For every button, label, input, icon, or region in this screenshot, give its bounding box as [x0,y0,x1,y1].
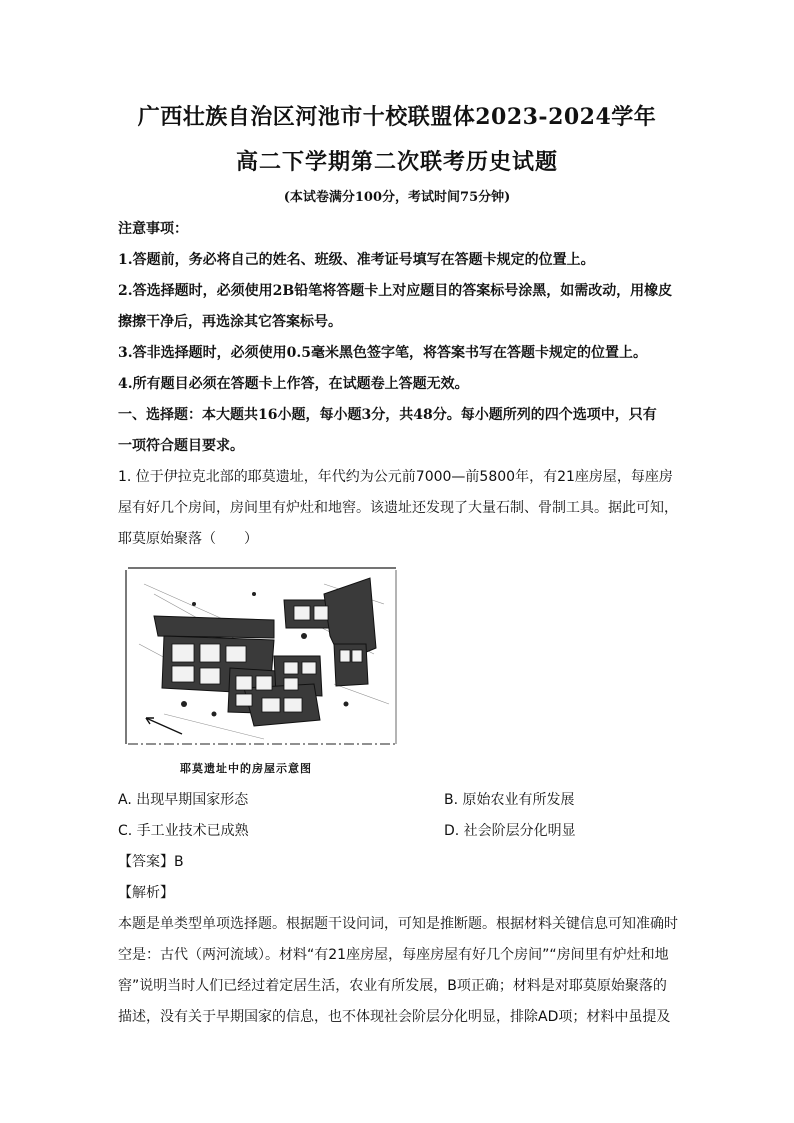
notice-item: 1.答题前，务必将自己的姓名、班级、准考证号填写在答题卡规定的位置上。 [118,252,595,268]
option-d: D. 社会阶层分化明显 [444,823,576,839]
option-a: A. 出现早期国家形态 [118,792,249,808]
section-heading-line2: 一项符合题目要求。 [118,438,244,454]
notice-item: 4.所有题目必须在答题卡上作答，在试题卷上答题无效。 [118,376,469,392]
analysis-line: 窖”说明当时人们已经过着定居生活，农业有所发展，B项正确；材料是对耶莫原始聚落的 [118,978,667,994]
analysis-heading: 【解析】 [118,885,174,901]
analysis-line: 空是：古代（两河流域）。材料“有21座房屋，每座房屋有好几个房间”“房间里有炉灶和地 [118,947,669,963]
analysis-line: 描述，没有关于早期国家的信息，也不体现社会阶层分化明显，排除AD项；材料中虽提及 [118,1009,671,1025]
question1-stem-line3: 耶莫原始聚落（ ） [118,531,258,547]
notice-item: 擦擦干净后，再选涂其它答案标号。 [118,314,342,330]
option-c: C. 手工业技术已成熟 [118,823,249,839]
question1-stem-line2: 屋有好几个房间，房间里有炉灶和地窖。该遗址还发现了大量石制、骨制工具。据此可知， [118,500,678,516]
notice-item: 2.答选择题时，必须使用2B铅笔将答题卡上对应题目的答案标号涂黑，如需改动，用橡皮 [118,283,673,299]
question1-stem-line1: 1. 位于伊拉克北部的耶莫遗址，年代约为公元前7000—前5800年，有21座房屋，每座房 [118,469,673,485]
option-b: B. 原始农业有所发展 [444,792,575,808]
exam-subtitle: (本试卷满分100分，考试时间75分钟) [283,190,511,205]
notice-heading: 注意事项： [118,221,188,237]
exam-title-line2: 高二下学期第二次联考历史试题 [235,149,558,175]
site-house-plan-figure [124,564,400,748]
answer-label: 【答案】B [118,854,184,870]
analysis-line: 本题是单类型单项选择题。根据题干设问词，可知是推断题。根据材料关键信息可知准确时 [118,916,678,932]
section-heading-line1: 一、选择题：本大题共16小题，每小题3分，共48分。每小题所列的四个选项中，只有 [118,407,657,423]
notice-item: 3.答非选择题时，必须使用0.5毫米黑色签字笔，将答案书写在答题卡规定的位置上。 [118,345,647,361]
exam-title-line1: 广西壮族自治区河池市十校联盟体2023-2024学年 [137,104,657,130]
figure-caption: 耶莫遗址中的房屋示意图 [180,762,312,775]
